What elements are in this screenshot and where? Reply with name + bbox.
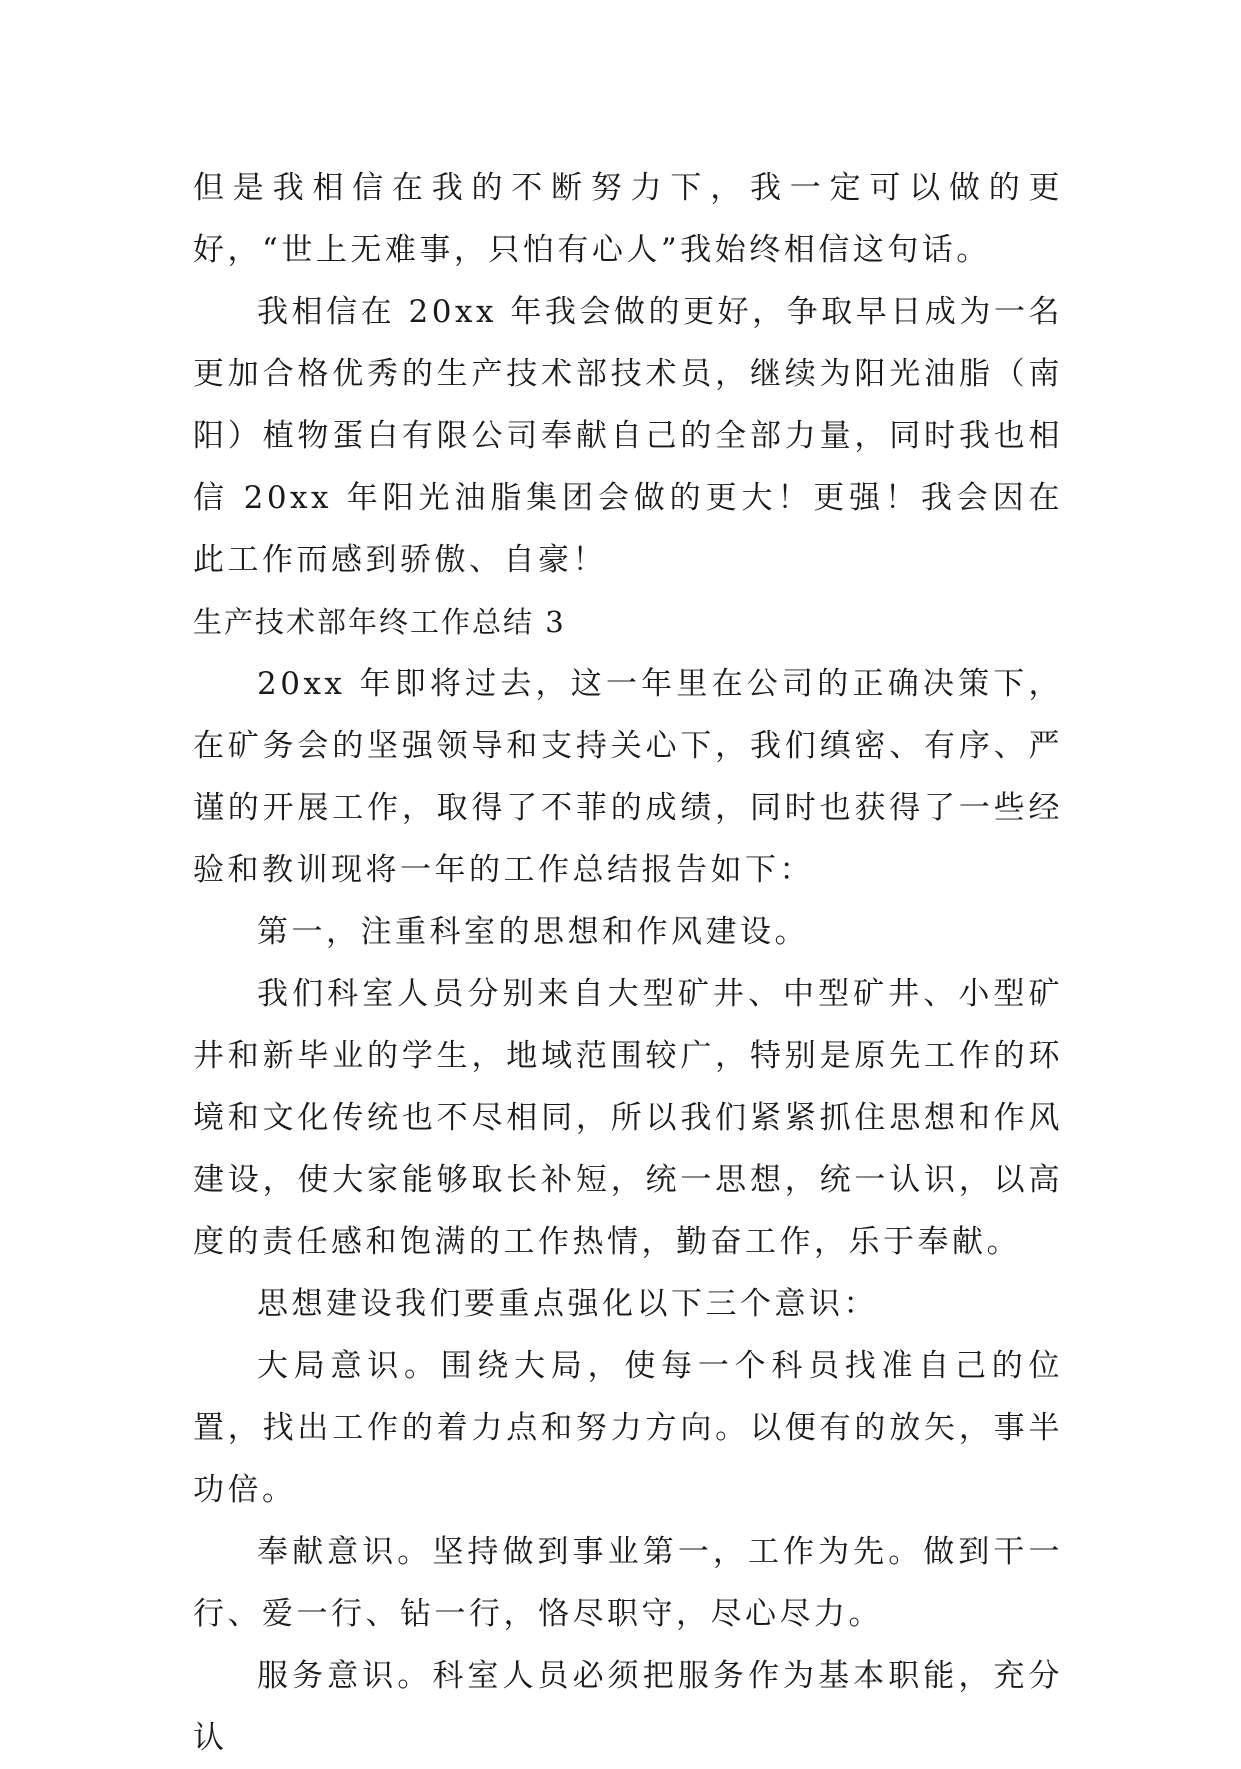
paragraph-service-awareness: 服务意识。科室人员必须把服务作为基本职能，充分认 xyxy=(193,1658,1063,1756)
paragraph-staff: 我们科室人员分别来自大型矿井、中型矿井、小型矿井和新毕业的学生，地域范围较广，特别是原先工作的环境和文化传统也不尽相同，所以我们紧紧抓住思想和作风建设，使大家能够取长补短，统一思想，统一认识，以高度的责任感和饱满的工作热情，勤奋工作，乐于奉献。 xyxy=(193,976,1063,1260)
document-body xyxy=(193,157,1063,1769)
paragraph-point-one: 第一，注重科室的思想和作风建设。 xyxy=(257,914,809,950)
paragraph-outlook: 我相信在 20xx 年我会做的更好，争取早日成为一名更加合格优秀的生产技术部技术员，继续为阳光油脂（南阳）植物蛋白有限公司奉献自己的全部力量，同时我也相信 20xx 年阳光油脂集团会做的更大！更强！我会因在此工作而感到骄傲、自豪！ xyxy=(193,294,1063,578)
paragraph-overall-awareness: 大局意识。围绕大局，使每一个科员找准自己的位置，找出工作的着力点和努力方向。以便有的放矢，事半功倍。 xyxy=(193,1348,1063,1508)
section-heading: 生产技术部年终工作总结 3 xyxy=(193,605,566,639)
paragraph-three-awareness: 思想建设我们要重点强化以下三个意识： xyxy=(257,1286,878,1322)
paragraph-dedication-awareness: 奉献意识。坚持做到事业第一，工作为先。做到干一行、爱一行、钻一行，恪尽职守，尽心尽力。 xyxy=(193,1534,1063,1632)
paragraph-intro: 20xx 年即将过去，这一年里在公司的正确决策下，在矿务会的坚强领导和支持关心下，我们缜密、有序、严谨的开展工作，取得了不菲的成绩，同时也获得了一些经验和教训现将一年的工作总结报告如下： xyxy=(193,666,1063,888)
paragraph-continued: 但是我相信在我的不断努力下，我一定可以做的更好，“世上无难事，只怕有心人”我始终相信这句话。 xyxy=(193,170,1063,268)
